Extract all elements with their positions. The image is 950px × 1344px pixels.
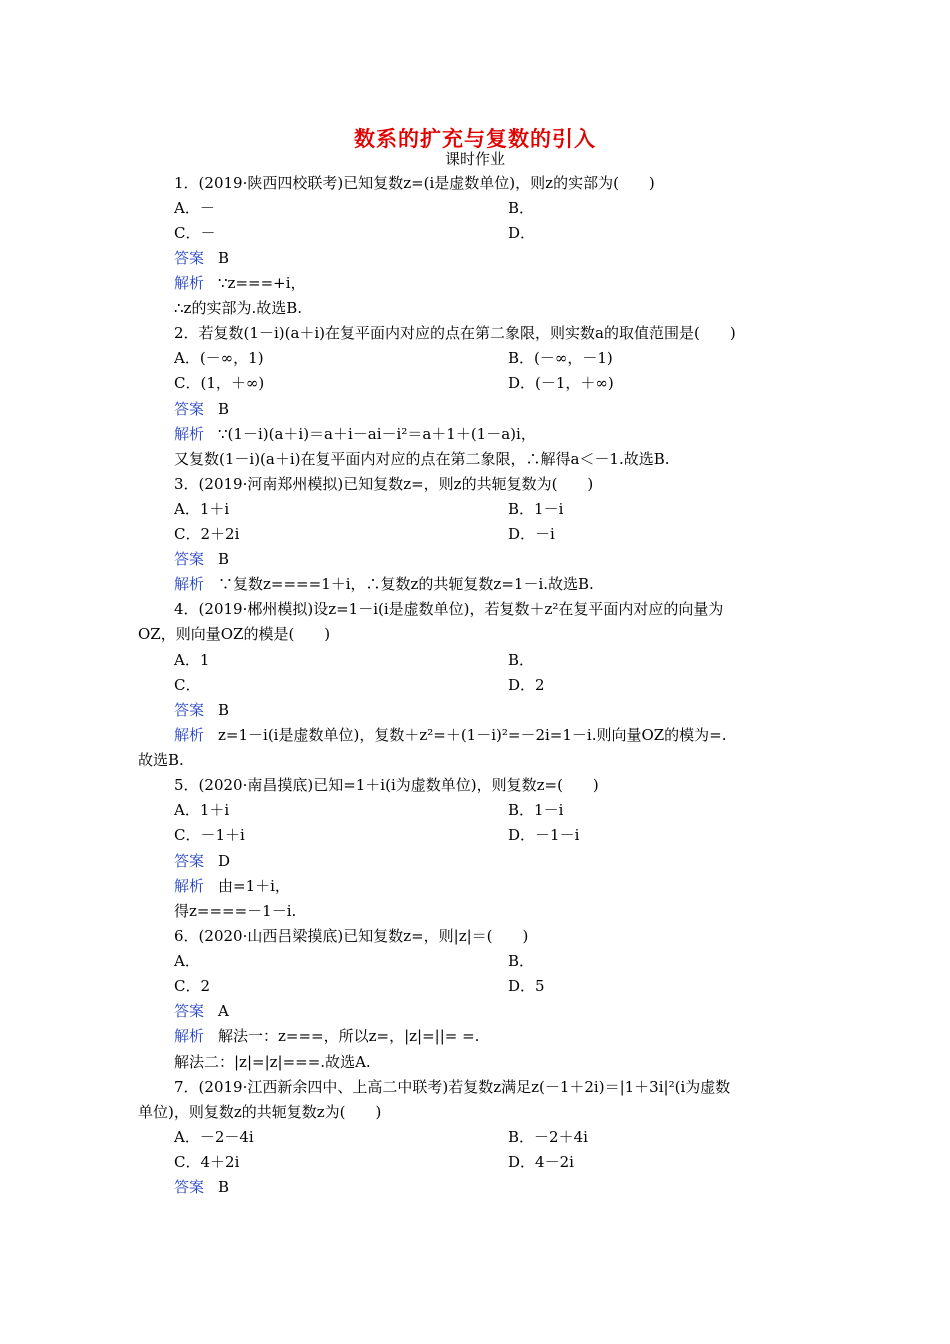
- q2-option-b: B．(－∞，－1): [508, 349, 613, 367]
- q7-option-d: D．4－2i: [508, 1153, 574, 1171]
- q5-analysis-2: 得z====－1－i.: [174, 902, 297, 920]
- q5-option-a: A．1＋i: [174, 801, 230, 819]
- q3-analysis-line: [174, 573, 594, 595]
- q5-answer: D: [218, 852, 231, 870]
- q7-answer: B: [218, 1178, 230, 1196]
- q6-option-b: B．: [508, 952, 535, 970]
- q4-option-c: C．: [174, 676, 201, 694]
- q1-answer: B: [218, 249, 230, 267]
- q2-analysis-line: [174, 423, 536, 445]
- analysis-label: 解析: [174, 575, 205, 593]
- q6-analysis-2: 解法二：|z|=|z|===.故选A.: [174, 1053, 371, 1071]
- q1-stem: 1．(2019·陕西四校联考)已知复数z=(i是虚数单位)，则z的实部为( ): [174, 174, 655, 192]
- q3-stem: 3．(2019·河南郑州模拟)已知复数z=，则z的共轭复数为( ): [174, 475, 594, 493]
- analysis-label: 解析: [174, 425, 205, 443]
- q7-stem-2: 单位)，则复数z的共轭复数z为( ): [138, 1103, 382, 1121]
- q5-option-b: B．1－i: [508, 801, 564, 819]
- analysis-label: 解析: [174, 726, 205, 744]
- q1-option-c: C．－: [174, 224, 216, 242]
- q4-stem-2: OZ，则向量OZ的模是( ): [138, 625, 331, 643]
- analysis-label: 解析: [174, 1027, 205, 1045]
- q2-analysis-2: 又复数(1－i)(a＋i)在复平面内对应的点在第二象限，∴解得a＜－1.故选B.: [174, 450, 670, 468]
- q1-option-b: B．: [508, 199, 535, 217]
- q3-answer-line: [174, 548, 229, 570]
- analysis-label: 解析: [174, 274, 205, 292]
- answer-label: 答案: [174, 852, 205, 870]
- answer-label: 答案: [174, 550, 205, 568]
- q2-stem: 2．若复数(1－i)(a＋i)在复平面内对应的点在第二象限，则实数a的取值范围是( ): [174, 324, 736, 342]
- q5-stem: 5．(2020·南昌摸底)已知=1＋i(i为虚数单位)，则复数z=( ): [174, 776, 599, 794]
- q6-option-d: D．5: [508, 977, 545, 995]
- answer-label: 答案: [174, 1178, 205, 1196]
- answer-label: 答案: [174, 1002, 205, 1020]
- q6-answer: A: [218, 1002, 229, 1020]
- q1-analysis-2: ∴z的实部为.故选B.: [174, 299, 303, 317]
- q5-analysis-line: [174, 875, 290, 897]
- q4-analysis-line: [174, 724, 727, 746]
- q7-answer-line: [174, 1176, 229, 1198]
- q3-answer: B: [218, 550, 230, 568]
- q4-analysis-1: z=1－i(i是虚数单位)，复数＋z²=＋(1－i)²=－2i=1－i.则向量OZ的模为=.: [218, 726, 727, 744]
- q4-stem-1: 4．(2019·郴州模拟)设z=1－i(i是虚数单位)，若复数＋z²在复平面内对应的向量为: [174, 600, 724, 618]
- q5-option-c: C．－1＋i: [174, 826, 245, 844]
- q1-analysis-line: [174, 272, 306, 294]
- q1-answer-line: [174, 247, 229, 269]
- q5-option-d: D．－1－i: [508, 826, 580, 844]
- q2-option-a: A．(－∞，1): [174, 349, 264, 367]
- q7-option-c: C．4＋2i: [174, 1153, 240, 1171]
- q4-answer-line: [174, 699, 229, 721]
- q6-option-a: A．: [174, 952, 200, 970]
- q6-analysis-1: 解法一：z===，所以z=，|z|=||= =.: [218, 1027, 480, 1045]
- q3-option-c: C．2＋2i: [174, 525, 240, 543]
- answer-label: 答案: [174, 400, 205, 418]
- document-title: 数系的扩充与复数的引入: [354, 127, 596, 151]
- q1-option-a: A．－: [174, 199, 215, 217]
- q4-option-a: A．1: [174, 651, 210, 669]
- q4-analysis-2: 故选B.: [138, 751, 184, 769]
- q5-answer-line: [174, 850, 230, 872]
- q2-option-d: D．(－1，＋∞): [508, 374, 614, 392]
- answer-label: 答案: [174, 701, 205, 719]
- q3-analysis-1: ∵复数z====1＋i，∴复数z的共轭复数z=1－i.故选B.: [218, 575, 594, 593]
- q6-answer-line: [174, 1000, 229, 1022]
- q4-option-d: D．2: [508, 676, 545, 694]
- q6-analysis-line: [174, 1025, 479, 1047]
- q3-option-b: B．1－i: [508, 500, 564, 518]
- q6-stem: 6．(2020·山西吕梁摸底)已知复数z=，则|z|＝( ): [174, 927, 529, 945]
- q6-option-c: C．2: [174, 977, 211, 995]
- analysis-label: 解析: [174, 877, 205, 895]
- q5-analysis-1: 由=1＋i，: [218, 877, 290, 895]
- q4-answer: B: [218, 701, 230, 719]
- q2-analysis-1: ∵(1－i)(a＋i)＝a＋i－ai－i²＝a＋1＋(1－a)i，: [218, 425, 536, 443]
- answer-label: 答案: [174, 249, 205, 267]
- q7-stem-1: 7．(2019·江西新余四中、上高二中联考)若复数z满足z(－1＋2i)＝|1＋3i|²(i为虚数: [174, 1078, 731, 1096]
- q7-option-b: B．－2＋4i: [508, 1128, 588, 1146]
- q2-answer-line: [174, 398, 229, 420]
- document-subtitle: 课时作业: [444, 150, 505, 168]
- q1-analysis-1: ∵z===+i，: [218, 274, 306, 292]
- q2-option-c: C．(1，＋∞): [174, 374, 265, 392]
- q3-option-d: D．－i: [508, 525, 555, 543]
- q1-option-d: D．: [508, 224, 536, 242]
- q7-option-a: A．－2－4i: [174, 1128, 254, 1146]
- q3-option-a: A．1＋i: [174, 500, 230, 518]
- q2-answer: B: [218, 400, 230, 418]
- q4-option-b: B．: [508, 651, 535, 669]
